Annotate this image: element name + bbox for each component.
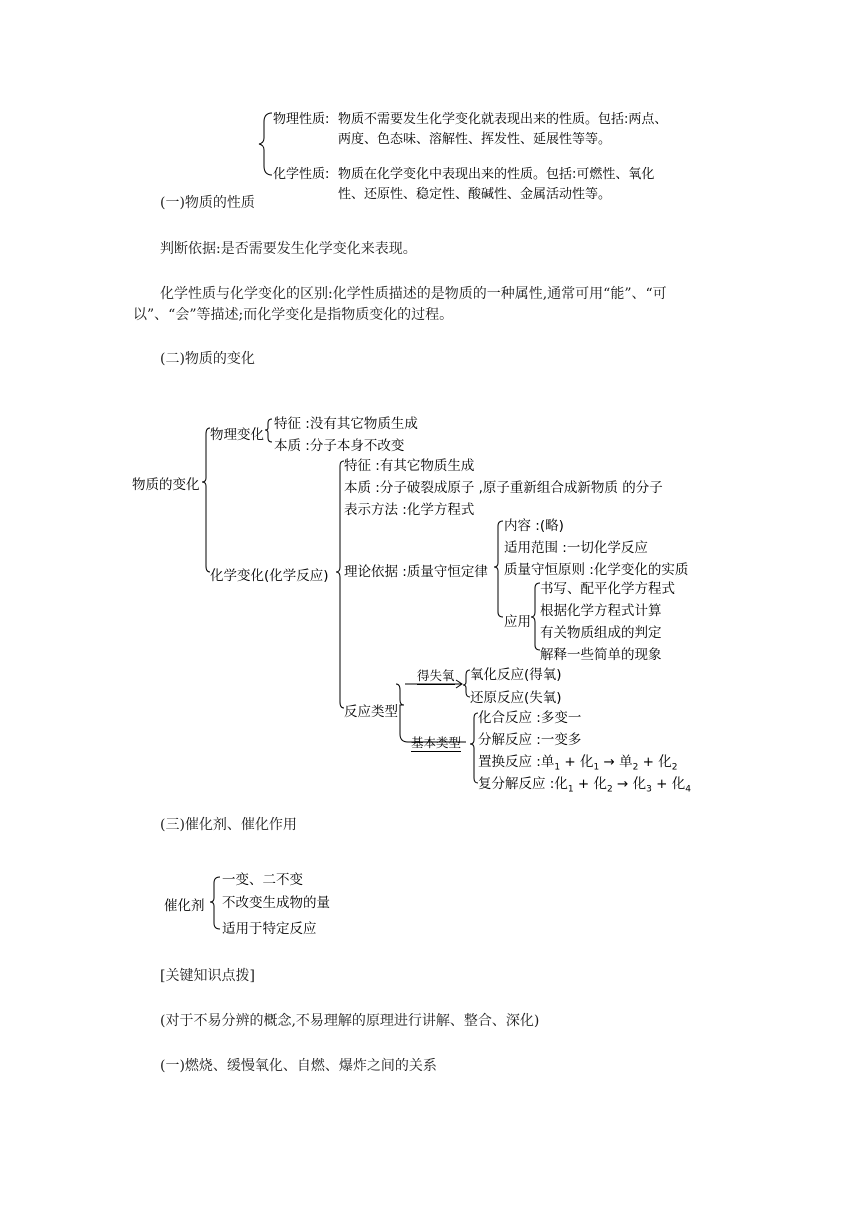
judgement-basis: 判断依据:是否需要发生化学变化来表现。	[160, 241, 417, 257]
properties-brace	[259, 113, 272, 175]
application-item-3: 有关物质组成的判定	[540, 625, 662, 641]
chemical-change-essence: 本质 :分子破裂成原子 ,原子重新组合成新物质 的分子	[344, 480, 663, 496]
key-points-heading: [关键知识点拨]	[160, 968, 255, 984]
conservation-scope: 适用范围 :一切化学反应	[504, 540, 648, 556]
difference-line1: 化学性质与化学变化的区别:化学性质描述的是物质的一种属性,通常可用“能”、“可	[160, 286, 667, 302]
conservation-content: 内容 :(略)	[504, 518, 564, 534]
section-heading-combustion: (一)燃烧、缓慢氧化、自燃、爆炸之间的关系	[160, 1058, 437, 1074]
theory-bracket	[494, 521, 503, 617]
catalyst-item-2: 不改变生成物的量	[222, 895, 330, 911]
oxidation-bracket	[463, 670, 470, 697]
section-heading-properties: (一)物质的性质	[160, 195, 255, 211]
physical-change-feature: 特征 :没有其它物质生成	[274, 416, 418, 432]
application-label: 应用	[504, 614, 531, 630]
section-heading-changes: (二)物质的变化	[160, 351, 255, 367]
physical-property-label: 物理性质:	[273, 112, 330, 127]
basic-types-label: 基本类型	[411, 735, 462, 750]
reduction-reaction: 还原反应(失氧)	[470, 690, 562, 706]
application-bracket	[531, 583, 540, 650]
catalyst-item-3: 适用于特定反应	[222, 921, 317, 937]
application-item-4: 解释一些简单的现象	[540, 647, 662, 663]
combination-reaction: 化合反应 :多变一	[478, 710, 582, 726]
change-root-label: 物质的变化	[132, 477, 200, 493]
difference-line2: 以”、“会”等描述;而化学变化是指物质变化的过程。	[133, 307, 454, 323]
double-decomposition-reaction: 复分解反应 :化$_1$ + 化$_2$ → 化$_3$ + 化$_4$	[478, 776, 691, 795]
root-bracket	[202, 428, 210, 572]
application-item-1: 书写、配平化学方程式	[540, 581, 675, 597]
reaction-types-label: 反应类型	[344, 704, 398, 720]
physical-change-label: 物理变化	[210, 427, 264, 443]
theory-basis-label: 理论依据 :质量守恒定律	[344, 564, 488, 580]
chemical-change-feature: 特征 :有其它物质生成	[344, 458, 475, 474]
key-points-note: (对于不易分辨的概念,不易理解的原理进行讲解、整合、深化)	[160, 1013, 540, 1029]
conservation-principle: 质量守恒原则 :化学变化的实质	[504, 562, 689, 578]
physical-change-essence: 本质 :分子本身不改变	[274, 438, 405, 454]
oxidation-reaction: 氧化反应(得氧)	[470, 667, 562, 683]
chemical-change-representation: 表示方法 :化学方程式	[344, 502, 475, 518]
decomposition-reaction: 分解反应 :一变多	[478, 732, 582, 748]
catalyst-root-label: 催化剂	[164, 898, 205, 914]
application-item-2: 根据化学方程式计算	[540, 603, 662, 619]
basic-types-bracket	[470, 713, 478, 783]
catalyst-bracket	[210, 877, 220, 929]
physical-property-line2: 两度、色态味、溶解性、挥发性、延展性等等。	[338, 132, 612, 147]
gain-lose-oxygen-label: 得失氧	[417, 668, 455, 683]
physical-property-line1: 物质不需要发生化学变化就表现出来的性质。包括:两点、	[338, 112, 668, 127]
chemical-change-label: 化学变化(化学反应)	[210, 568, 329, 584]
catalyst-item-1: 一变、二不变	[222, 872, 303, 888]
chemical-property-line1: 物质在化学变化中表现出来的性质。包括:可燃性、氧化	[338, 167, 655, 182]
gain-lose-arrow	[456, 680, 462, 688]
chemical-property-label: 化学性质:	[273, 167, 330, 182]
displacement-reaction: 置换反应 :单$_1$ + 化$_1$ → 单$_2$ + 化$_2$	[478, 754, 678, 773]
physical-bracket	[265, 419, 272, 442]
chemical-bracket	[336, 461, 344, 708]
section-heading-catalyst: (三)催化剂、催化作用	[160, 817, 297, 833]
chemical-property-line2: 性、还原性、稳定性、酸碱性、金属活动性等。	[338, 187, 612, 202]
